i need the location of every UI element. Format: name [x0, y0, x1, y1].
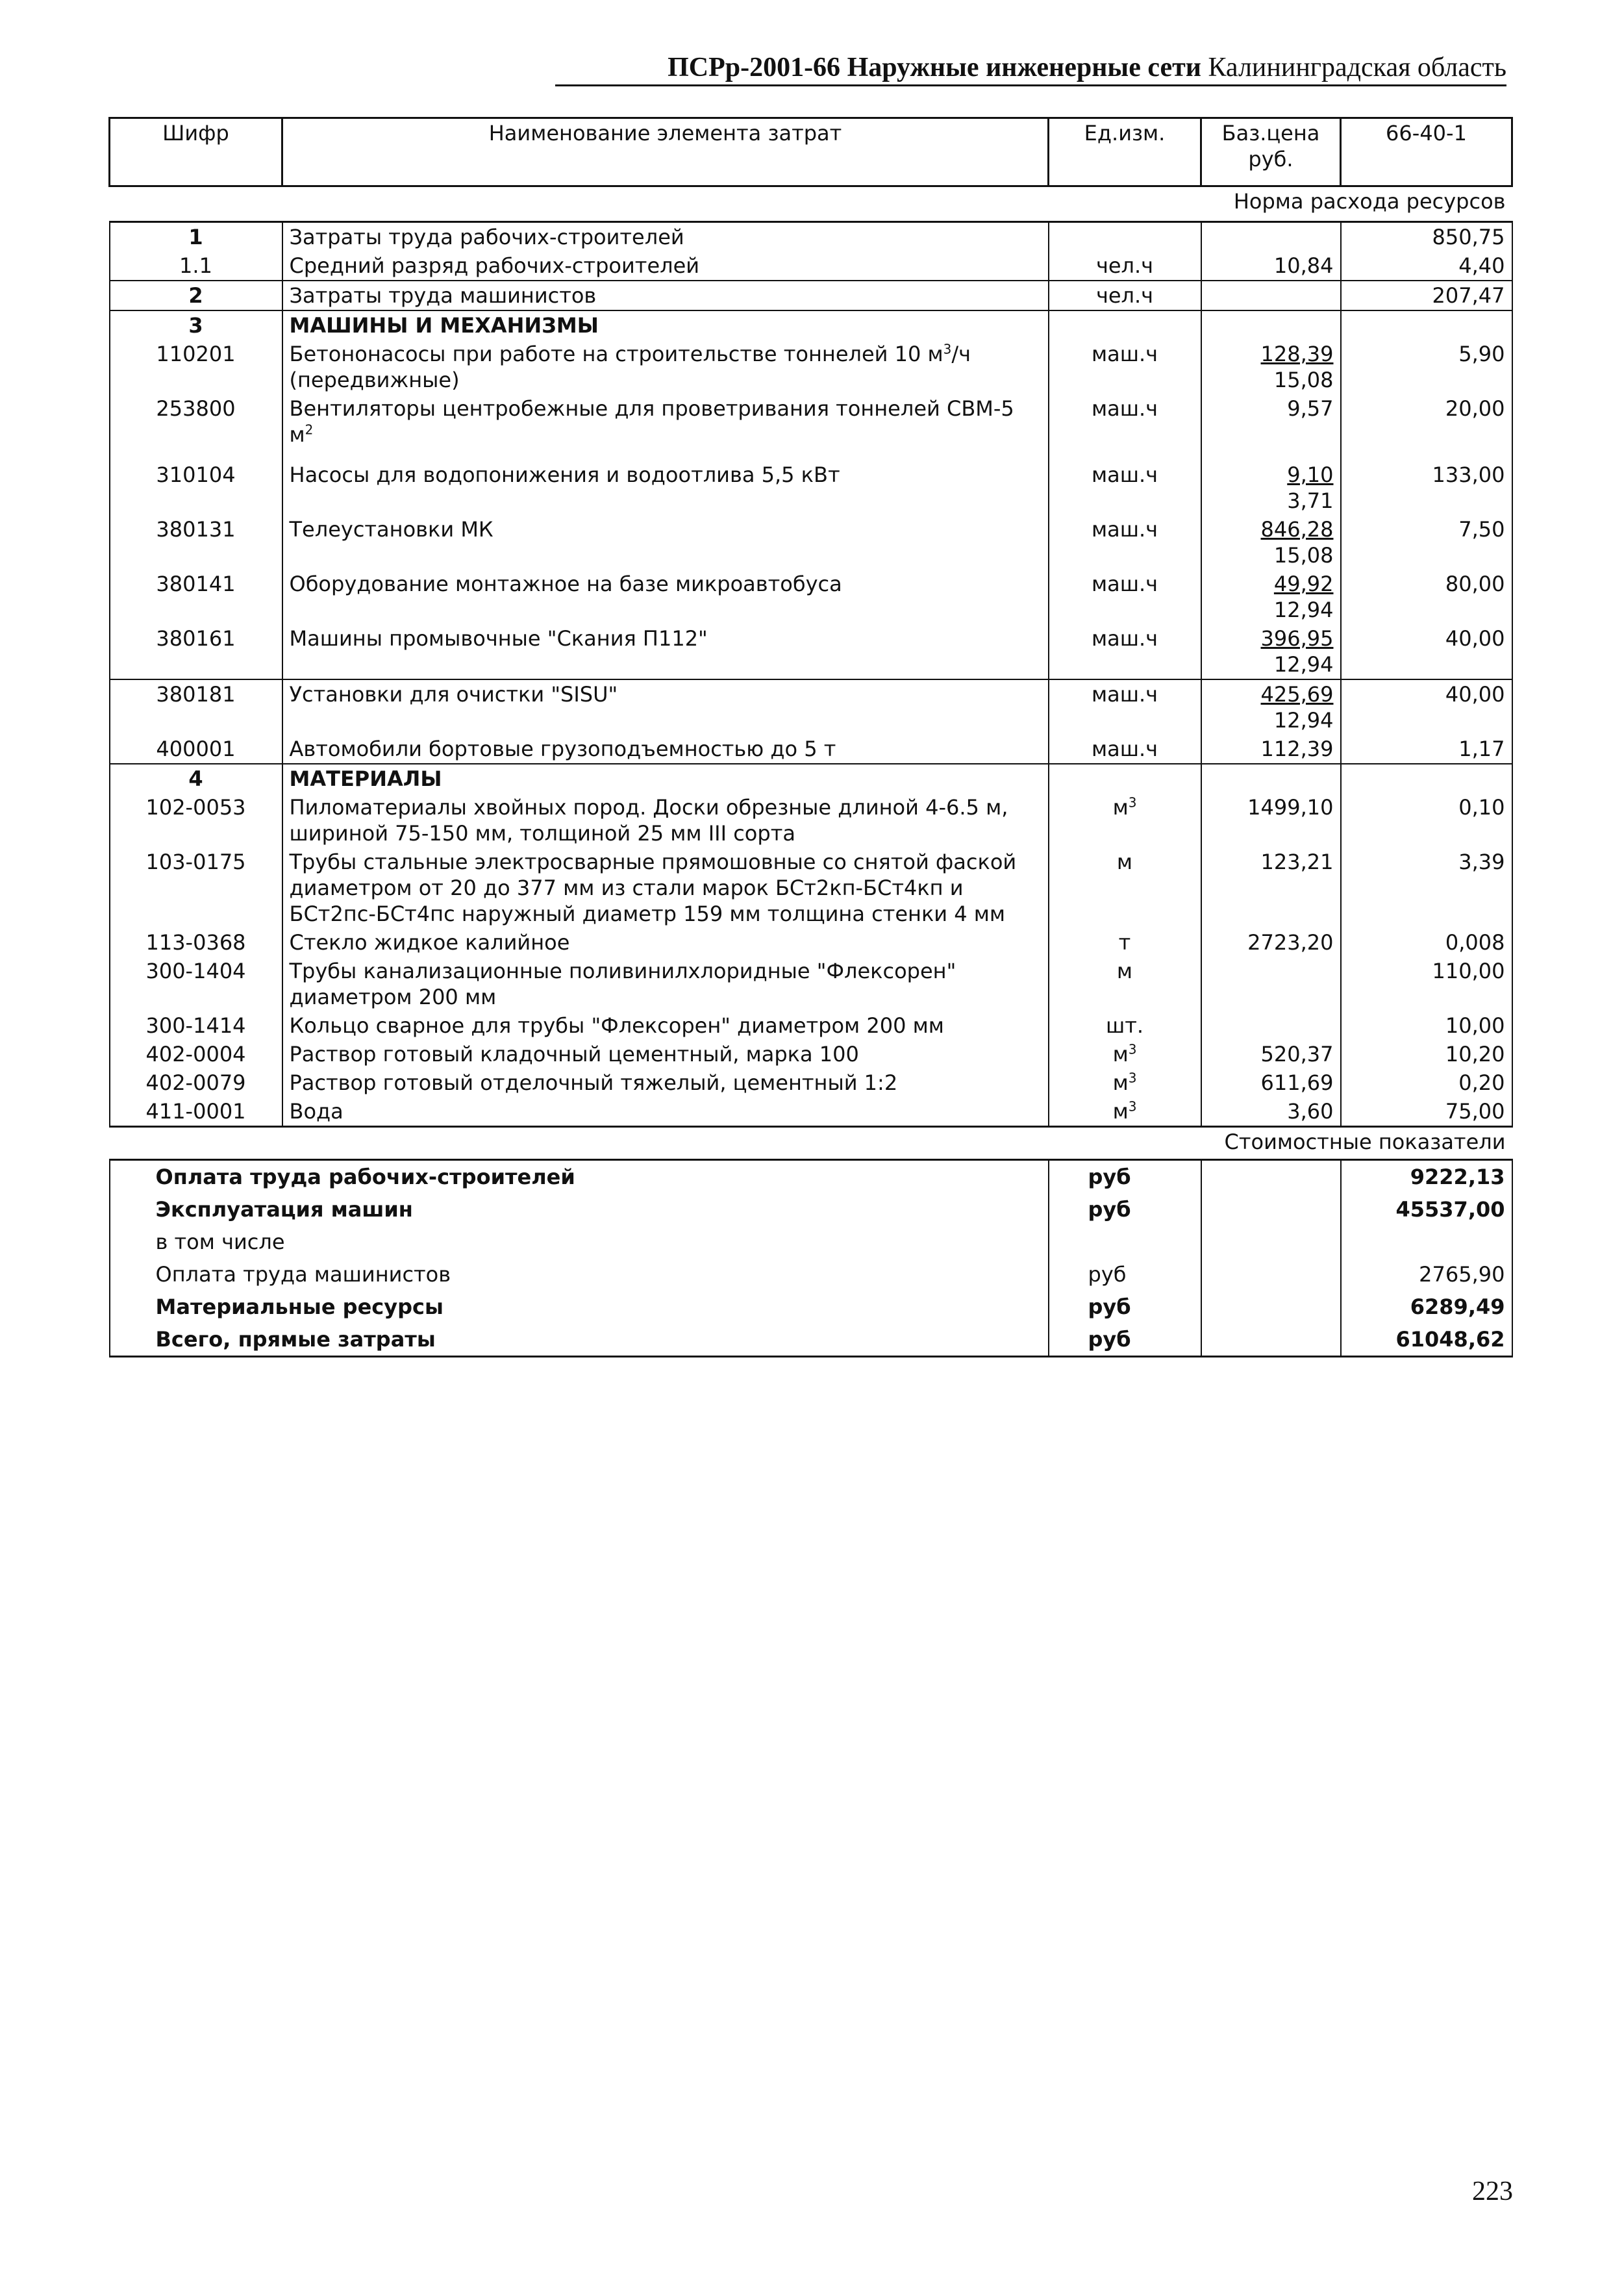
cost-unit: руб [1049, 1291, 1201, 1323]
row-price [1201, 1011, 1341, 1040]
row-unit: маш.ч [1049, 340, 1201, 394]
table-row [110, 570, 1512, 624]
row-qty: 4,40 [1341, 251, 1512, 281]
row-name: Оборудование монтажное на базе микроавтобуса [282, 570, 1049, 624]
row-price: 112,39 [1201, 735, 1341, 764]
cost-row [110, 1193, 1512, 1226]
cost-title-row [110, 1127, 1512, 1160]
cost-unit: руб [1049, 1258, 1201, 1291]
cost-row [110, 1160, 1512, 1194]
cost-label: Эксплуатация машин [110, 1193, 1049, 1226]
row-qty: 10,20 [1341, 1040, 1512, 1068]
header-region: Калининградская область [1208, 53, 1506, 82]
row-qty: 20,00 [1341, 394, 1512, 461]
row-code: 300-1414 [110, 1011, 282, 1040]
section-row-materials [110, 764, 1512, 793]
row-unit: $м^3$ [1049, 1040, 1201, 1068]
row-unit: маш.ч [1049, 515, 1201, 570]
row-qty: 3,39 [1341, 848, 1512, 928]
row-code: 380141 [110, 570, 282, 624]
row-code: 1 [110, 222, 282, 252]
cost-label: Всего, прямые затраты [110, 1323, 1049, 1357]
cost-row [110, 1291, 1512, 1323]
row-price: 9,57 [1201, 394, 1341, 461]
col-header-norm-code: 66-40-1 [1341, 118, 1512, 186]
table-row [110, 957, 1512, 1011]
row-name: Трубы стальные электросварные прямошовные со снятой фаской диаметром от 20 до 377 мм из стали марок БСт2кп-БСт4кп и БСт2пс-БСт4пс наружный диаметр 159 мм толщина стенки 4 мм [282, 848, 1049, 928]
row-unit: чел.ч [1049, 251, 1201, 281]
norm-table [108, 117, 1513, 1357]
row-name: Раствор готовый кладочный цементный, марка 100 [282, 1040, 1049, 1068]
row-name: Машины промывочные "Скания П112" [282, 624, 1049, 679]
row-unit: маш.ч [1049, 624, 1201, 679]
header-code: ПСРр-2001-66 [668, 53, 841, 82]
row-qty: 40,00 [1341, 679, 1512, 735]
cost-unit: руб [1049, 1193, 1201, 1226]
row-name: Стекло жидкое калийное [282, 928, 1049, 957]
row-name: Затраты труда машинистов [282, 281, 1049, 310]
row-code: 380161 [110, 624, 282, 679]
cost-value [1341, 1226, 1512, 1258]
table-row [110, 251, 1512, 281]
row-unit: маш.ч [1049, 570, 1201, 624]
row-price: 611,69 [1201, 1068, 1341, 1097]
row-unit: м [1049, 957, 1201, 1011]
row-unit: $м^3$ [1049, 1068, 1201, 1097]
row-qty: 5,90 [1341, 340, 1512, 394]
row-unit: маш.ч [1049, 394, 1201, 461]
section-row-machines [110, 310, 1512, 340]
row-qty: 1,17 [1341, 735, 1512, 764]
table-row [110, 928, 1512, 957]
cost-unit: руб [1049, 1160, 1201, 1194]
row-code: 402-0079 [110, 1068, 282, 1097]
table-row [110, 624, 1512, 679]
row-unit: т [1049, 928, 1201, 957]
row-unit [1049, 222, 1201, 252]
row-price: 10,84 [1201, 251, 1341, 281]
row-price: 123,21 [1201, 848, 1341, 928]
row-code: 300-1404 [110, 957, 282, 1011]
row-price: 2723,20 [1201, 928, 1341, 957]
cost-value: 2765,90 [1341, 1258, 1512, 1291]
row-qty: 133,00 [1341, 461, 1512, 515]
row-code: 1.1 [110, 251, 282, 281]
col-header-price [1201, 118, 1341, 186]
table-row [110, 1040, 1512, 1068]
table-header-row [110, 118, 1512, 186]
cost-row [110, 1323, 1512, 1357]
norm-title-row [110, 186, 1512, 222]
row-code: 2 [110, 281, 282, 310]
page-header [555, 51, 1506, 86]
row-qty: 10,00 [1341, 1011, 1512, 1040]
table-row [110, 1068, 1512, 1097]
table-row [110, 793, 1512, 848]
cost-row [110, 1226, 1512, 1258]
cost-title: Стоимостные показатели [110, 1127, 1512, 1160]
cost-value: 9222,13 [1341, 1160, 1512, 1194]
row-qty: 0,20 [1341, 1068, 1512, 1097]
row-code: 3 [110, 310, 282, 340]
table-row [110, 1011, 1512, 1040]
row-code: 103-0175 [110, 848, 282, 928]
section-title: МАШИНЫ И МЕХАНИЗМЫ [282, 310, 1049, 340]
row-name: Раствор готовый отделочный тяжелый, цементный 1:2 [282, 1068, 1049, 1097]
table-row [110, 679, 1512, 735]
row-code: 310104 [110, 461, 282, 515]
row-unit: маш.ч [1049, 461, 1201, 515]
table-row [110, 222, 1512, 252]
row-code: 110201 [110, 340, 282, 394]
row-qty: 0,10 [1341, 793, 1512, 848]
table-row [110, 848, 1512, 928]
row-price: 9,10 3,71 [1201, 461, 1341, 515]
row-price: 846,28 15,08 [1201, 515, 1341, 570]
row-name: Средний разряд рабочих-строителей [282, 251, 1049, 281]
row-qty: 75,00 [1341, 1097, 1512, 1127]
row-qty: 850,75 [1341, 222, 1512, 252]
cost-label: Оплата труда рабочих-строителей [110, 1160, 1049, 1194]
cost-label: Материальные ресурсы [110, 1291, 1049, 1323]
table-row [110, 735, 1512, 764]
cost-unit [1049, 1226, 1201, 1258]
section-title: МАТЕРИАЛЫ [282, 764, 1049, 793]
table-row [110, 1097, 1512, 1127]
row-name: Вентиляторы центробежные для проветривания тоннелей СВМ-5 $м^2$ [282, 394, 1049, 461]
row-price [1201, 281, 1341, 310]
cost-label: в том числе [110, 1226, 1049, 1258]
row-code: 400001 [110, 735, 282, 764]
row-name: Установки для очистки "SISU" [282, 679, 1049, 735]
cost-label: Оплата труда машинистов [110, 1258, 1049, 1291]
row-name: Трубы канализационные поливинилхлоридные "Флексорен" диаметром 200 мм [282, 957, 1049, 1011]
row-price [1201, 222, 1341, 252]
row-name: Автомобили бортовые грузоподъемностью до 5 т [282, 735, 1049, 764]
row-price: 425,69 12,94 [1201, 679, 1341, 735]
row-unit: шт. [1049, 1011, 1201, 1040]
row-code: 380131 [110, 515, 282, 570]
table-row [110, 340, 1512, 394]
row-name: Телеустановки МК [282, 515, 1049, 570]
row-name: Бетононасосы при работе на строительстве тоннелей 10 $м^3/ч$ (передвижные) [282, 340, 1049, 394]
row-unit: чел.ч [1049, 281, 1201, 310]
col-header-price-line2: руб. [1248, 147, 1293, 171]
table-row [110, 394, 1512, 461]
row-code: 411-0001 [110, 1097, 282, 1127]
row-code: 113-0368 [110, 928, 282, 957]
row-unit: м [1049, 848, 1201, 928]
cost-value: 61048,62 [1341, 1323, 1512, 1357]
cost-value: 6289,49 [1341, 1291, 1512, 1323]
row-name: Затраты труда рабочих-строителей [282, 222, 1049, 252]
row-unit: маш.ч [1049, 735, 1201, 764]
table-row [110, 515, 1512, 570]
row-name: Насосы для водопонижения и водоотлива 5,5 кВт [282, 461, 1049, 515]
row-unit: $м^3$ [1049, 793, 1201, 848]
col-header-price-line1: Баз.цена [1221, 121, 1320, 145]
row-name: Пиломатериалы хвойных пород. Доски обрезные длиной 4-6.5 м, шириной 75-150 мм, толщиной 25 мм III сорта [282, 793, 1049, 848]
row-code: 253800 [110, 394, 282, 461]
row-price [1201, 957, 1341, 1011]
row-qty: 7,50 [1341, 515, 1512, 570]
row-price: 1499,10 [1201, 793, 1341, 848]
row-qty: 40,00 [1341, 624, 1512, 679]
row-qty: 0,008 [1341, 928, 1512, 957]
row-code: 402-0004 [110, 1040, 282, 1068]
table-row [110, 461, 1512, 515]
row-price: 49,92 12,94 [1201, 570, 1341, 624]
row-unit: маш.ч [1049, 679, 1201, 735]
row-name: Вода [282, 1097, 1049, 1127]
col-header-code: Шифр [110, 118, 282, 186]
norm-title: Норма расхода ресурсов [110, 186, 1512, 222]
header-title: Наружные инженерные сети [847, 53, 1201, 82]
row-qty: 80,00 [1341, 570, 1512, 624]
col-header-name: Наименование элемента затрат [282, 118, 1049, 186]
cost-value: 45537,00 [1341, 1193, 1512, 1226]
row-unit: $м^3$ [1049, 1097, 1201, 1127]
row-code: 4 [110, 764, 282, 793]
table-row [110, 281, 1512, 310]
row-price: 396,95 12,94 [1201, 624, 1341, 679]
row-code: 102-0053 [110, 793, 282, 848]
cost-unit: руб [1049, 1323, 1201, 1357]
col-header-unit: Ед.изм. [1049, 118, 1201, 186]
row-price: 3,60 [1201, 1097, 1341, 1127]
page-number: 223 [1472, 2177, 1513, 2206]
row-code: 380181 [110, 679, 282, 735]
cost-row [110, 1258, 1512, 1291]
row-price: 128,39 15,08 [1201, 340, 1341, 394]
row-price: 520,37 [1201, 1040, 1341, 1068]
row-name: Кольцо сварное для трубы "Флексорен" диаметром 200 мм [282, 1011, 1049, 1040]
row-qty: 110,00 [1341, 957, 1512, 1011]
row-qty: 207,47 [1341, 281, 1512, 310]
